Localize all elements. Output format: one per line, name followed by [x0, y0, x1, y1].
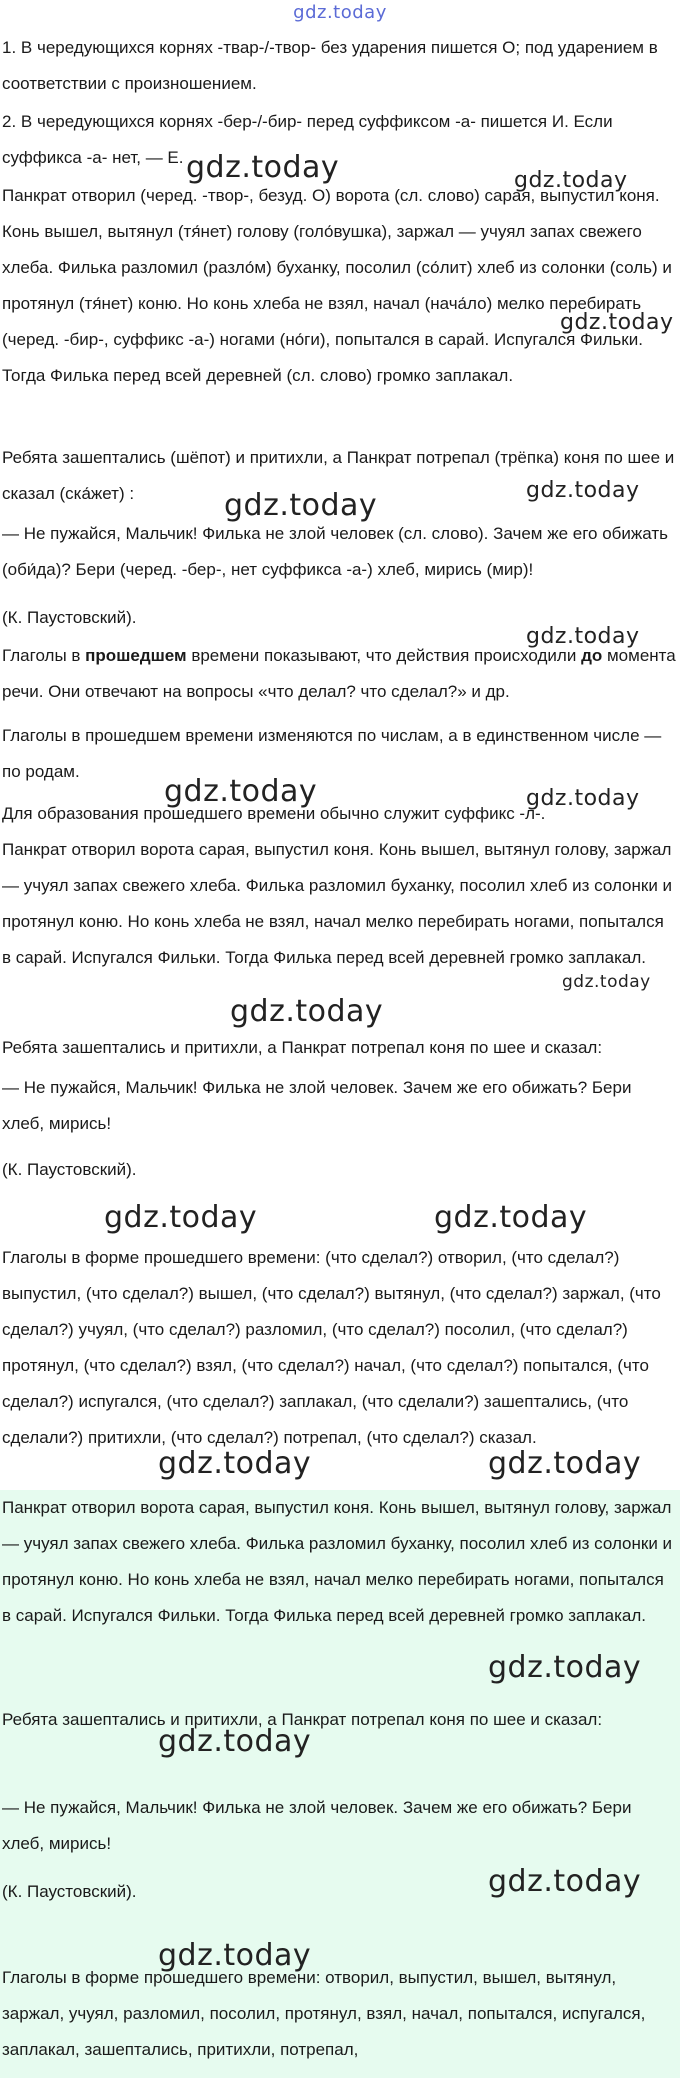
text-paragraph-plain-3: — Не пужайся, Мальчик! Филька не злой человек. Зачем же его обижать? Бери хлеб, мирись! [2, 1078, 632, 1133]
rule-2: 2. В чередующихся корнях -бер-/-бир- перед суффиксом -а- пишется И. Если суффикса -а- нет, — Е. [2, 112, 613, 167]
watermark: gdz.today [488, 1864, 642, 1899]
text-paragraph-plain-2: Ребята зашептались и притихли, а Панкрат потрепал коня по шее и сказал: [2, 1038, 603, 1057]
theory-text: момента речи. Они отвечают на вопросы «что делал? что сделал?» и др. [2, 646, 676, 701]
theory-bold-past: прошедшем [85, 646, 187, 665]
answer-verbs-list: Глаголы в форме прошедшего времени: отворил, выпустил, вышел, вытянул, заржал, учуял, разломил, посолил, протянул, взял, начал, попытался, испугался, заплакал, зашептались, притихли, потрепал, [2, 1968, 646, 2059]
watermark: gdz.today [104, 1200, 258, 1235]
watermark: gdz.today [526, 624, 640, 649]
answer-paragraph-2: Ребята зашептались и притихли, а Панкрат потрепал коня по шее и сказал: [2, 1710, 603, 1729]
theory-text: времени показывают, что действия происходили [186, 646, 582, 665]
watermark: gdz.today [230, 994, 384, 1029]
theory-paragraph-2: Глаголы в прошедшем времени изменяются по числам, а в единственном числе — по родам. [2, 726, 662, 781]
watermark: gdz.today [164, 774, 318, 809]
text-paragraph-annotated: Панкрат отворил (черед. -твор-, безуд. О) ворота (сл. слово) сарая, выпустил коня. Конь вышел, вытянул (тя́нет) голову (голо́вушка), заржал — учуял запах свежего хлеба. Филька разломил (разло́м) буханку, посолил (со́лит) хлеб из солонки (соль) и протянул (тя́нет) коню. Но конь хлеба не взял, начал (нача́ло) мелко перебирать (черед. -бир-, суффикс -а-) ногами (но́ги), попытался в сарай. Испугался Фильки. Тогда Филька перед всей деревней (сл. слово) громко заплакал. [2, 186, 672, 385]
text-paragraph-annotated-3: — Не пужайся, Мальчик! Филька не злой человек (сл. слово). Зачем же его обижать (оби́да)? Бери (черед. -бер-, нет суффикса -а-) хлеб, мирись (мир)! [2, 524, 668, 579]
rule-1: 1. В чередующихся корнях -твар-/-твор- без ударения пишется О; под ударением в соответствии с произношением. [2, 38, 658, 93]
answer-paragraph-3: — Не пужайся, Мальчик! Филька не злой человек. Зачем же его обижать? Бери хлеб, мирись! [2, 1798, 632, 1853]
watermark: gdz.today [158, 1938, 312, 1973]
answer-block [0, 1490, 680, 2078]
watermark: gdz.today [488, 1650, 642, 1685]
theory-text: Глаголы в [2, 646, 86, 665]
theory-paragraph-3: Для образования прошедшего времени обычно служит суффикс -л-. [2, 804, 546, 823]
answer-source-author: (К. Паустовский). [2, 1882, 137, 1901]
watermark: gdz.today [526, 478, 640, 503]
theory-bold-before: до [581, 646, 603, 665]
watermark: gdz.today [560, 310, 674, 335]
text-paragraph-plain: Панкрат отворил ворота сарая, выпустил коня. Конь вышел, вытянул голову, заржал — учуял запах свежего хлеба. Филька разломил буханку, посолил хлеб из солонки и протянул коню. Но конь хлеба не взял, начал мелко перебирать ногами, попытался в сарай. Испугался Фильки. Тогда Филька перед всей деревней громко заплакал. [2, 840, 673, 967]
answer-paragraph-1: Панкрат отворил ворота сарая, выпустил коня. Конь вышел, вытянул голову, заржал — учуял запах свежего хлеба. Филька разломил буханку, посолил хлеб из солонки и протянул коню. Но конь хлеба не взял, начал мелко перебирать ногами, попытался в сарай. Испугался Фильки. Тогда Филька перед всей деревней громко заплакал. [2, 1498, 673, 1625]
watermark: gdz.today [434, 1200, 588, 1235]
watermark: gdz.today [158, 1724, 312, 1759]
verbs-list-with-questions: Глаголы в форме прошедшего времени: (что сделал?) отворил, (что сделал?) выпустил, (что сделал?) вышел, (что сделал?) вытянул, (что сделал?) заржал, (что сделал?) учуял, (что сделал?) разломил, (что сделал?) посолил, (что сделал?) протянул, (что сделал?) взял, (что сделал?) начал, (что сделал?) попытался, (что сделал?) испугался, (что сделал?) заплакал, (что сделали?) зашептались, (что сделали?) притихли, (что сделал?) потрепал, (что сделал?) сказал. [2, 1248, 661, 1447]
site-title[interactable]: gdz.today [293, 2, 387, 23]
watermark: gdz.today [514, 168, 628, 193]
watermark: gdz.today [224, 488, 378, 523]
watermark: gdz.today [488, 1446, 642, 1481]
watermark: gdz.today [186, 150, 340, 185]
watermark: gdz.today [562, 972, 651, 992]
watermark: gdz.today [158, 1446, 312, 1481]
text-paragraph-annotated-2: Ребята зашептались (шёпот) и притихли, а Панкрат потрепал (трёпка) коня по шее и сказал (ска́жет) : [2, 448, 675, 503]
source-author-2: (К. Паустовский). [2, 1160, 137, 1179]
watermark: gdz.today [526, 786, 640, 811]
source-author-1: (К. Паустовский). [2, 608, 137, 627]
